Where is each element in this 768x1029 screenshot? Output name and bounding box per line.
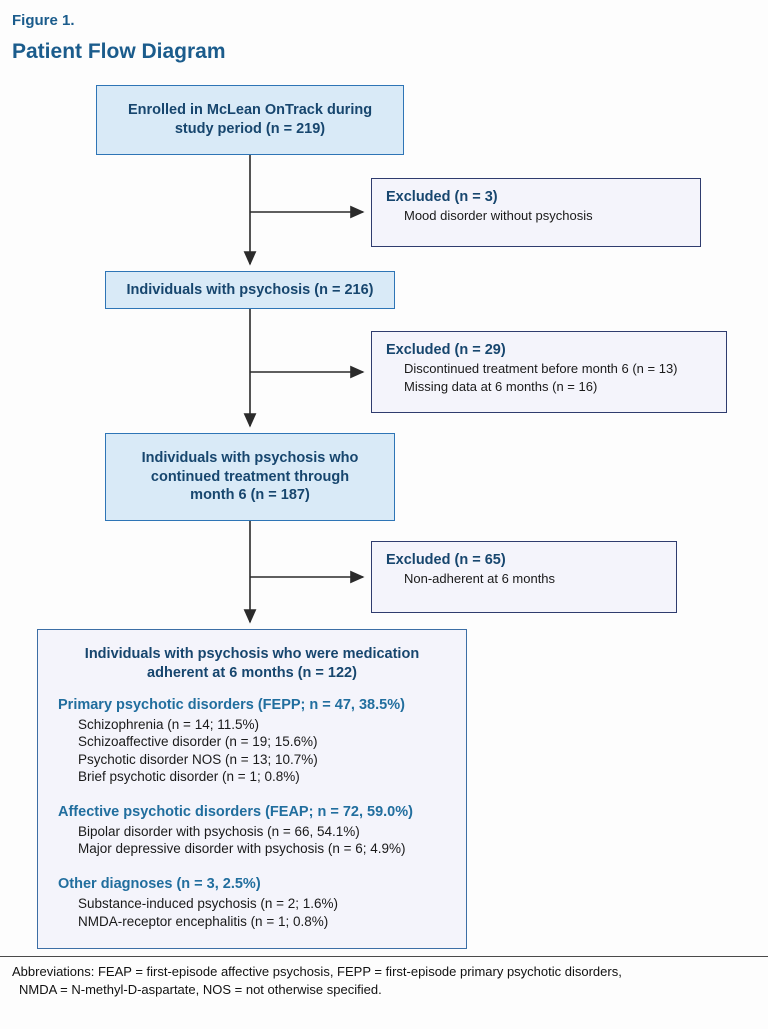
flow-box-continued-text: Individuals with psychosis who continued treatment through month 6 (n = 187): [141, 449, 359, 504]
figure-label: Figure 1.: [12, 12, 75, 29]
diagnosis-item: Brief psychotic disorder (n = 1; 0.8%): [78, 769, 300, 785]
excluded-3-item: Non-adherent at 6 months: [404, 571, 556, 586]
diagnosis-item: Bipolar disorder with psychosis (n = 66, 54.1%): [78, 823, 360, 839]
section-affective-psychotic: [58, 804, 448, 858]
excluded-2-item: Discontinued treatment before month 6 (n = 13): [404, 361, 678, 376]
final-box-title: Individuals with psychosis who were medication adherent at 6 months (n = 122): [84, 646, 420, 681]
excluded-1-item: Mood disorder without psychosis: [404, 208, 593, 223]
figure-title: Patient Flow Diagram: [12, 40, 226, 63]
section-affective-heading: Affective psychotic disorders (FEAP; n = 72, 59.0%): [58, 803, 413, 820]
abbreviations-line-2: NMDA = N-methyl-D-aspartate, NOS = not otherwise specified.: [19, 981, 382, 997]
section-other-heading: Other diagnoses (n = 3, 2.5%): [58, 875, 261, 892]
excluded-box-2: [371, 331, 727, 413]
diagnosis-item: Schizoaffective disorder (n = 19; 15.6%): [78, 734, 318, 750]
flow-box-psychosis: [105, 271, 395, 309]
diagnosis-item: Major depressive disorder with psychosis (n = 6; 4.9%): [78, 841, 406, 857]
excluded-3-title: Excluded (n = 65): [386, 552, 506, 568]
diagnosis-item: Schizophrenia (n = 14; 11.5%): [78, 716, 259, 732]
flow-box-enrolled: [96, 85, 404, 155]
flow-box-continued: [105, 433, 395, 521]
diagnosis-item: Substance-induced psychosis (n = 2; 1.6%): [78, 895, 339, 911]
abbreviations-line-1: Abbreviations: FEAP = first-episode affective psychosis, FEPP = first-episode primary psychotic disorders,: [12, 964, 622, 979]
excluded-box-3: [371, 541, 677, 613]
diagnosis-item: Psychotic disorder NOS (n = 13; 10.7%): [78, 751, 318, 767]
excluded-2-title: Excluded (n = 29): [386, 342, 506, 358]
flow-box-psychosis-text: Individuals with psychosis (n = 216): [126, 281, 374, 298]
excluded-box-1: [371, 178, 701, 247]
flow-box-enrolled-text: Enrolled in McLean OnTrack during study period (n = 219): [127, 102, 373, 137]
diagnosis-item: NMDA-receptor encephalitis (n = 1; 0.8%): [78, 913, 329, 929]
abbreviations-footer: [0, 956, 768, 998]
final-adherent-box: [37, 629, 467, 949]
section-primary-heading: Primary psychotic disorders (FEPP; n = 47, 38.5%): [58, 696, 405, 713]
section-other-diagnoses: [58, 876, 448, 930]
section-primary-psychotic: [58, 697, 448, 786]
excluded-2-item: Missing data at 6 months (n = 16): [404, 379, 598, 395]
excluded-1-title: Excluded (n = 3): [386, 189, 498, 205]
